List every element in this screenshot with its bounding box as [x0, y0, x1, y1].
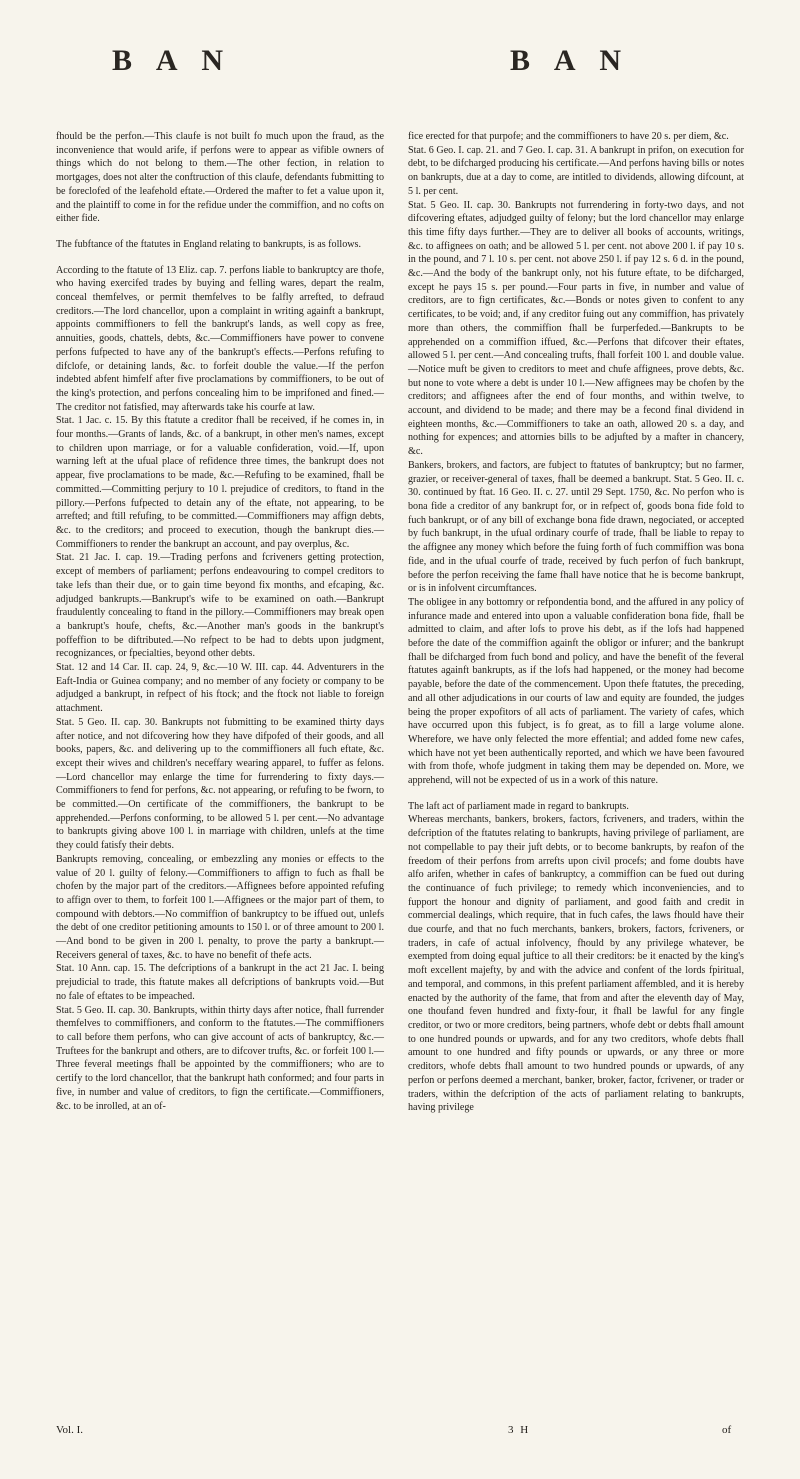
paragraph: Stat. 21 Jac. I. cap. 19.—Trading perfons and fcriveners getting protection, except of members of parliament; perfons endeavouring to compel creditors to take lefs than their due, or to gain time beyond fix months, and efcaping, &c. adjudged bankrupts.—Bankrupt's wife to be examined on oath.—Bankrupt fraudulently concealing to ftand in the pillory.—Commiffioners may break open a bankrupt's houfe, chefts, &c.—Another man's goods in the bankrupt's poffeffion to be diftributed.—No refpect to be had to debts upon judgment, recognizances, or fpecialties, beyond other debts. [56, 552, 384, 660]
paragraph: Stat. 1 Jac. c. 15. By this ftatute a creditor fhall be received, if he comes in, in four months.—Grants of lands, &c. of a bankrupt, in other men's names, except to children upon marriage, or for a valuable confideration, void.—If, upon warning left at the ufual place of refidence three times, the bankrupt does not appear, five proclamations to be made, &c.—Refufing to be examined, fhall be committed.—Committing perjury to 10 l. prejudice of creditors, to ftand in the pillory.—Perfons fufpected to detain any of the eftate, not appearing, to be arrefted; and ftill refufing, to be committed.—Commiffioners may affign debts, &c. to the creditors; and proceed to execution, though the bankrupt dies.—Commiffioners to render the bankrupt an account, and pay overplus, &c. [56, 415, 384, 550]
paragraph: Stat. 12 and 14 Car. II. cap. 24, 9, &c.—10 W. III. cap. 44. Adventurers in the Eaft-India or Guinea company; and no member of any fociety or company to be adjudged a bankrupt, in refpect of his ftock; and the ftock not liable to foreign attachment. [56, 662, 384, 715]
paragraph: The fubftance of the ftatutes in England relating to bankrupts, is as follows. [56, 238, 361, 250]
paragraph: Stat. 10 Ann. cap. 15. The defcriptions of a bankrupt in the act 21 Jac. I. being prejudicial to trade, this ftatute makes all defcriptions of bankrupts void.—But no fale of eftates to be impeached. [56, 963, 384, 1002]
paragraph: fice erected for that purpofe; and the commiffioners to have 20 s. per diem, &c. [408, 131, 729, 142]
paragraph: Stat. 5 Geo. II. cap. 30. Bankrupts, within thirty days after notice, fhall furrender themfelves to commiffioners, and conform to the ftatutes.—The commiffioners to call before them perfons, who can give account of acts of bankruptcy, &c.—Truftees for the bankrupt and others, are to difcover trufts, &c. or forfeit 100 l.—Three feveral meetings fhall be appointed by the commiffioners; who are to certify to the lord chancellor, that the bankrupt hath conformed; and four parts in five, in number and value of creditors, to fign the certificate.—Commiffioners, &c. to be inrolled, at an of- [56, 1004, 384, 1112]
volume-label: Vol. I. [56, 1424, 83, 1436]
paragraph: According to the ftatute of 13 Eliz. cap. 7. perfons liable to bankruptcy are thofe, who having exercifed trades by buying and felling wares, depart the realm, conceal themfelves, or permit themfelves to be falfly arrefted, to defraud creditors.—The lord chancellor, upon a complaint in writing againft a bankrupt, appoints commiffioners to fell the bankrupt's lands, as well copy as free, annuities, goods, chattels, debts, &c.—Commiffioners have power to convene perfons fufpected to have any of the bankrupt's effects.—Perfons refufing to difclofe, or detaining lands, &c. to forfeit double the value.—If the perfon indebted abfent himfelf after five proclamations by commiffioners, to be out of the king's protection, and perfons concealing him to be imprifoned and fined.—The creditor not fatisfied, may afterwards take his courfe at law. [56, 264, 384, 413]
catchword: of [722, 1424, 732, 1436]
running-head-right: B A N [510, 44, 631, 77]
section-heading: The laft act of parliament made in regard to bankrupts. [408, 800, 629, 812]
paragraph: Bankrupts removing, concealing, or embezzling any monies or effects to the value of 20 l. guilty of felony.—Commiffioners to affign to fuch as fhall be chofen by the major part of the creditors.—Affignees before appointed refufing to affign over to them, to forfeit 100 l.—Affignees or the major part of them, to compound with debtors.—No commiffion of bankruptcy to be iffued out, unlefs the debt of one creditor petitioning amounts to 150 l. or of three amount to 200 l.—And bond to be given in 200 l. penalty, to prove the party a bankrupt.—Receivers general of taxes, &c. to have no benefit of thefe acts. [56, 853, 384, 961]
paragraph: The obligee in any bottomry or refpondentia bond, and the affured in any policy of infurance made and entered into upon a valuable confideration bona fide, fhall be admitted to claim, and after lofs to prove his debt, as if the lofs had happened before the date of the commiffion againft the obligor or infurer; and the bankrupt fhall be difcharged from fuch bond and policy, and have the benefit of the feveral ftatutes againft bankrupts, as if the lofs had happened, or the money had become payable, before the date of the commencement. Upon thefe ftatutes, the preceding, and all other adjudications in our courts of law and equity are founded, the judges being the proper expofitors of all acts of parliament. The variety of cafes, which have occurred upon this fubject, is fo great, as to fill a large volume alone. Wherefore, we have only felected the more effential; and added fome new cafes, which have not yet been authentically reported, and which we have been favoured with from thofe, whofe judgment in taking them may be depended on. More, we apprehend, will not be expected of us in a work of this nature. [408, 596, 744, 787]
right-column [408, 130, 744, 1115]
running-head-left: B A N [112, 44, 233, 77]
paragraph: Stat. 5 Geo. II. cap. 30. Bankrupts not furrendering in forty-two days, and not difcovering eftates, adjudged guilty of felony; but the lord chancellor may enlarge this time fifty days further.—They are to deliver all books of accounts, writings, &c. to affignees on oath; and be allowed 5 l. per cent. not above 200 l. if pay 10 s. in the pound, and 7 l. 10 s. per cent. not above 250 l. if pay 12 s. 6 d. in the pound, &c.—And the body of the bankrupt only, not his future eftate, to be difcharged, except he pays 15 s. per pound.—Four parts in five, in number and value of creditors, are to fign certificates, &c.—Bonds or notes given to confent to any certificates, to be void; and, if any creditor fuing out any commiffion, has privately more than others, the commiffion fhall be furperfeded.—Bankrupts to be apprehended on a commiffion iffued, &c.—Perfons that difcover their eftates, allowed 5 l. per cent.—And concealing trufts, fhall forfeit 100 l. and double value.—Notice muft be given to creditors to meet and chufe affignees, prove debts, &c. but none to vote where a debt is under 10 l.—New affignees may be chofen by the creditors; and affignees after the end of four months, and within twelve, to account, and dividend to be made; and there may be a fecond final dividend in eighteen months, &c.—Commiffioners to take an oath, allowed 20 s. a day, and nothing for expences; and attornies bills to be adjufted by a mafter in chancery, &c. [408, 199, 744, 458]
paragraph: Whereas merchants, bankers, brokers, factors, fcriveners, and traders, within the defcription of the ftatutes relating to bankrupts, having privilege of parliament, are not compellable to pay their juft debts, or to become bankrupts, by reafon of the freedom of their perfons from arrefts upon civil procefs; and fome doubts have alfo arifen, whether in cafes of bankruptcy, a commiffion can be fued out during the continuance of fuch privilege; to remedy which inconveniencies, and to fupport the honour and dignity of parliament, and good faith and credit in commercial dealings, which require, that in fuch cafes, the laws fhould have their due courfe, and that no fuch merchants, bankers, brokers, factors, fcriveners, or traders, in cafe of actual infolvency, fhould by any privilege whatever, be exempted from doing equal juftice to all their creditors: be it enacted by the king's moft excellent majefty, by and with the advice and confent of the lords fpiritual, and temporal, and commons, in this prefent parliament affembled, and it is hereby enacted by the authority of the fame, that from and after the eleventh day of May, one thoufand feven hundred and fixty-four, it fhall be lawful for any fingle creditor, or two or more creditors, being partners, whofe debt or debts fhall amount to one hundred pounds or upwards, and for any two creditors, whofe debts fhall amount to one hundred and fifty pounds or upwards, or any three or more creditors, whofe debts fhall amount to two hundred pounds or upwards, of any perfon or perfons deemed a merchant, banker, broker, factor, fcrivener, or trader or traders, within the defcription of the acts of parliament relating to bankrupts, having privilege [408, 814, 744, 1114]
paragraph: Stat. 5 Geo. II. cap. 30. Bankrupts not fubmitting to be examined thirty days after notice, and not difcovering how they have difpofed of their goods, and all books, papers, &c. and delivering up to the commiffioners all fuch eftate, &c. except their wives and children's neceffary wearing apparel, to fuffer as felons.—Lord chancellor may enlarge the time for furrendering to fixty days.—Commiffioners to fend for perfons, &c. not appearing, or refufing to be fworn, to be committed.—On certificate of the commiffioners, the bankrupt to be apprehended.—Perfons conforming, to be allowed 5 l. per cent.—No advantage to bankrupts giving above 100 l. in marriage with children, unlefs at the time they could fatisfy their debts. [56, 716, 384, 852]
signature-mark: 3 H [508, 1424, 531, 1436]
paragraph: fhould be the perfon.—This claufe is not built fo much upon the fraud, as the inconvenience that would arife, if perfons were to appear as vifible owners of things which do not belong to them.—The other fection, in relation to mortgages, does not alter the conftruction of this claufe, defendants fubmitting to be foreclofed of the leafehold eftate.—Ordered the mafter to fet a value upon it, and the plaintiff to come in for the refidue under the commiffion, and no cofts on either fide. [56, 131, 384, 225]
left-column [56, 130, 384, 1113]
paragraph: Bankers, brokers, and factors, are fubject to ftatutes of bankruptcy; but no farmer, grazier, or receiver-general of taxes, fhall be deemed a bankrupt. Stat. 5 Geo. II. c. 30. continued by ftat. 16 Geo. II. c. 27. until 29 Sept. 1750, &c. No perfon who is bona fide a creditor of any bankrupt for, or in refpect of, goods bona fide fold to fuch bankrupt, or of any bill of exchange bona fide drawn, negociated, or accepted by fuch bankrupt, in the ufual ordinary courfe of trade, fhall be liable to repay to the affignee any money which before the fuing forth of fuch commiffion was bona fide, and in the ufual courfe of trade, received by fuch perfon of fuch bankrupt, before the perfon receiving the fame fhall have notice that he is become bankrupt, or is in infolvent circumftances. [408, 459, 744, 595]
paragraph: Stat. 6 Geo. I. cap. 21. and 7 Geo. I. cap. 31. A bankrupt in prifon, on execution for debt, to be difcharged producing his certificate.—And perfons having bills or notes on bankrupts, due at a day to come, are intitled to dividends, allowing difcount, at 5 l. per cent. [408, 144, 744, 197]
